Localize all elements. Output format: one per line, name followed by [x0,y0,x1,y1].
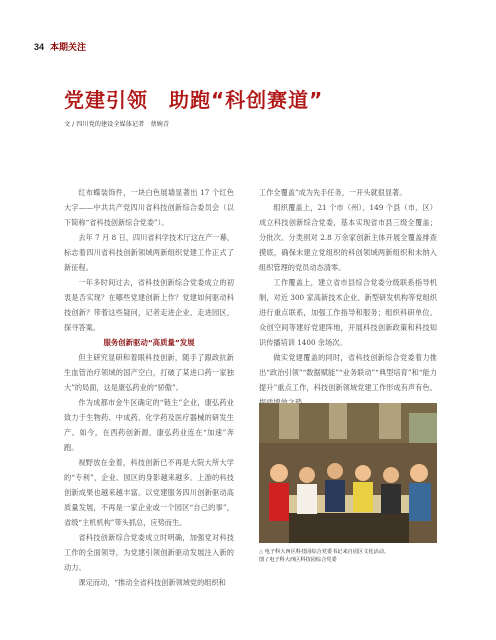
paragraph: 红布蝶装饰件，一块白色展墙显著出 17 个红色大字——中共共产党四川省科技创新综合委员会（以下简称“省科技创新综合党委”）。 [64,188,234,227]
triangle-icon: △ [259,549,265,555]
photo-caption [259,548,449,564]
section-label: 本期关注 [50,42,87,52]
paragraph: 一年多时间过去，省科技创新综合党委成立的初衷是否实现？在哪些党建创新上作？党建如何驱动科技创新？带着这些疑问，记者走进企业、走进园区，探寻答案。 [64,278,234,332]
paragraph: 工作覆盖上，建立省市县综合党委分级联系指导机制，对近 300 家高新技术企业、新型研发机构等党组织进行重点联系，加强工作指导和服务；组织科研单位、众创空间等建好党建阵地，开展科技创新政策和科技知识传播培训 1400 余场次。 [259,278,437,347]
page-header [34,40,86,53]
page-number: 34 [34,42,45,52]
paragraph: 组织覆盖上，21 个市（州）、149 个县（市、区）成立科技创新综合党委，基本实现省市县三级全覆盖；分批次、分类别对 2.8 万余家创新主体开展全覆盖排查摸底，确保未建立党组织的科创领域两新组织和未纳入组织管理的党员动态清零。 [259,203,437,272]
caption-text: 电子科大西区科技园综合党委书记来自园区文化活动。 [264,549,390,555]
paragraph: 工作全覆盖”成为先手任务，一开头就很显著。 [259,188,407,197]
photo-credit: 图 / 电子科大西区科技园综合党委 [259,557,337,563]
paragraph: 做实党建覆盖的同时，省科技创新综合党委着力推出“政治引领”“数据赋能”“业务联动”“典型培育”和“能力提升”重点工作，科技创新领域党建工作形成有声有色、 [259,353,437,392]
paragraph: 去年 7 月 8 日，四川省科学技术厅这在产一幕，标志着四川省科技创新领域两新组织党建工作正式了新征程。 [64,233,234,272]
event-photo [259,403,437,543]
paragraph: 课定而动，“推动全省科技创新领域党的组织和 [78,578,226,587]
paragraph: 省科技创新综合党委成立时明确，加强党对科技工作的全面领导，为党建引领创新驱动发展注入新的动力。 [64,533,234,572]
paragraph: 作为成都市金牛区确定的“链主”企业，康弘药业致力于生物药、中成药、化学药及医疗器械的研发生产。如今，在西药创新源，康弘药业连在“加速”奔跑。 [64,398,234,452]
text-column-right [259,185,437,410]
text-column-left [64,185,234,590]
byline: 文 / 四川党的建设全媒体记者 蔡婉青 [64,121,170,128]
paragraph: 视野放在金着，科技创新已不再是大院大所大学的“专利”，企业、园区的身影越来越多。上游的科技创新成果也越来越丰富。以党建服务四川创新驱动高质量发展，不再是一家企业或一个园区“自己的事”，省级“主机机构”带头抓总，应势而生。 [64,458,234,527]
photo-illustration [259,403,437,543]
paragraph: 但主研究显研和着眼科技创新，随手了跟政抗新生血管治疗领域的国产空白，打破了某进口药一家独大”的局面，这是康弘药业的“骄傲”。 [64,353,234,392]
article-title: 党建引领 助跑“科创赛道” [64,88,324,112]
section-subheading: 服务创新驱动“高质量”发展 [103,338,195,347]
